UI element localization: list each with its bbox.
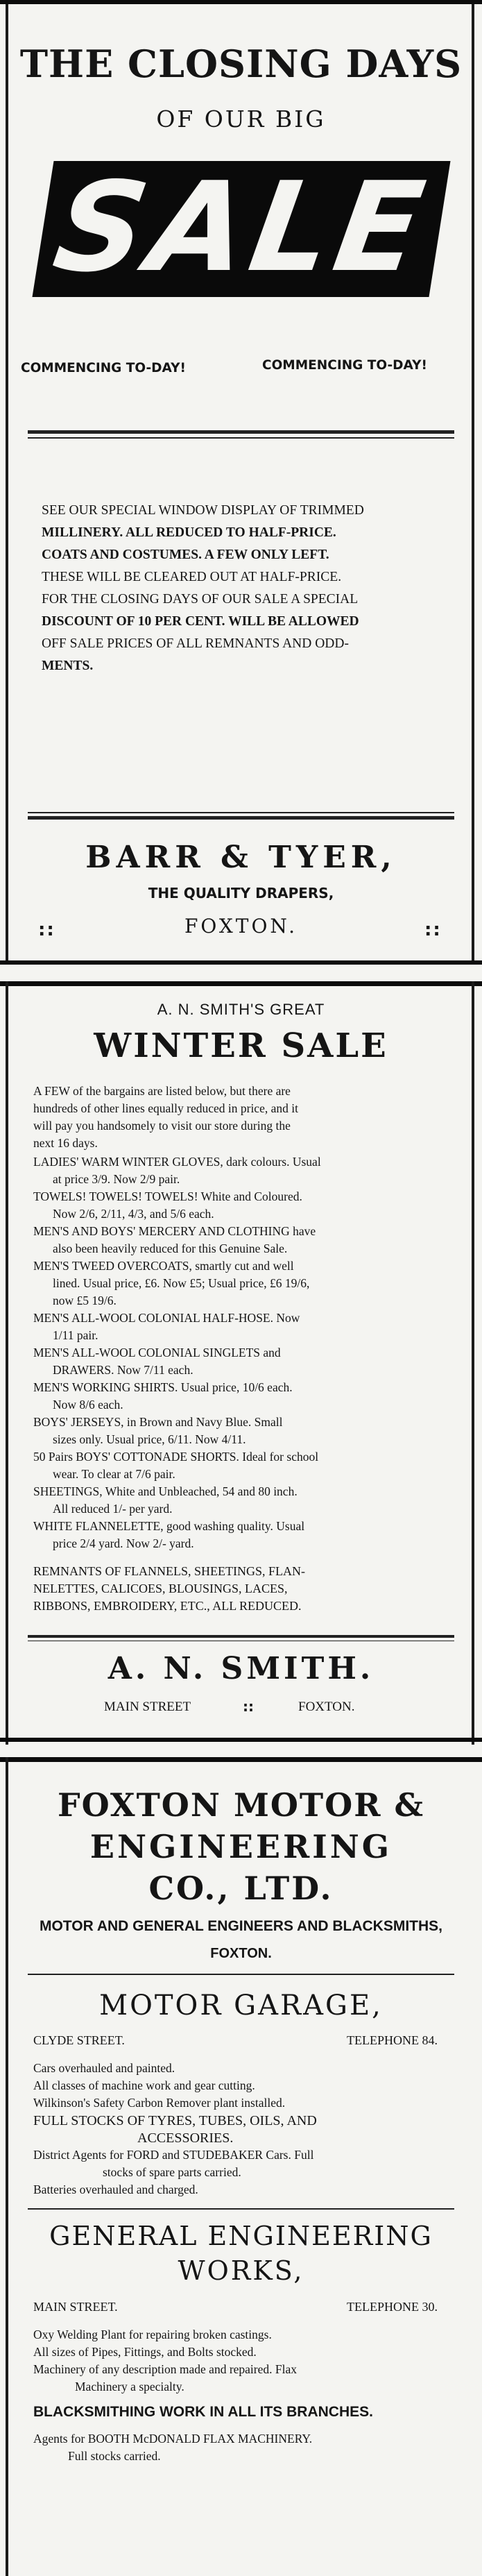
- company-name-line-1: FOXTON MOTOR &: [57, 1786, 425, 1824]
- commencing-right: COMMENCING TO-DAY!: [262, 358, 427, 373]
- ornament-right: ::: [424, 920, 442, 940]
- item-line: LADIES' WARM WINTER GLOVES, dark colours. Usual: [33, 1155, 321, 1169]
- item-line: price 2/4 yard. Now 2/- yard.: [53, 1536, 194, 1550]
- barr-tyer-ad: [0, 0, 482, 965]
- item-line: 50 Pairs BOYS' COTTONADE SHORTS. Ideal for school: [33, 1450, 319, 1464]
- works-telephone: TELEPHONE 30.: [347, 2300, 438, 2314]
- winter-sale-headline: WINTER SALE: [94, 1026, 388, 1065]
- smith-intro: [33, 1084, 298, 1153]
- smith-street: MAIN STREET: [104, 1700, 191, 1714]
- rule-thin-2: [28, 812, 454, 813]
- item-line: MEN'S AND BOYS' MERCERY AND CLOTHING have: [33, 1224, 316, 1238]
- remnants-block: [33, 1564, 305, 1616]
- motor-garage-heading: MOTOR GARAGE,: [99, 1990, 383, 2022]
- intro-line: hundreds of other lines equally reduced in price, and it: [33, 1101, 298, 1115]
- ornament-left: ::: [38, 920, 55, 940]
- item-line: SHEETINGS, White and Unbleached, 54 and 80 inch.: [33, 1484, 298, 1498]
- company-name-line-2: ENGINEERING: [89, 1828, 393, 1865]
- top-border: [0, 981, 482, 986]
- sale-word: SALE: [45, 155, 438, 299]
- window-display-text: [42, 503, 364, 681]
- works-line: Machinery of any description made and repaired. Flax: [33, 2362, 298, 2376]
- rule-thick: [28, 1635, 454, 1638]
- section-rule-2: [28, 2208, 454, 2210]
- sale-banner: [32, 155, 450, 299]
- item-line: Now 2/6, 2/11, 4/3, and 5/6 each.: [53, 1207, 214, 1221]
- item-line: MEN'S ALL-WOOL COLONIAL HALF-HOSE. Now: [33, 1311, 300, 1325]
- smiths-great-kicker: A. N. SMITH'S GREAT: [157, 1001, 325, 1018]
- garage-street: CLYDE STREET.: [33, 2033, 125, 2047]
- smith-town: FOXTON.: [298, 1700, 355, 1714]
- top-border: [0, 1757, 482, 1762]
- body-line: MILLINERY. ALL REDUCED TO HALF-PRICE.: [42, 525, 336, 540]
- blacksmithing-line: BLACKSMITHING WORK IN ALL ITS BRANCHES.: [33, 2404, 373, 2420]
- garage-line: FULL STOCKS OF TYRES, TUBES, OILS, AND: [33, 2113, 317, 2128]
- garage-telephone: TELEPHONE 84.: [347, 2033, 438, 2047]
- right-border: [472, 0, 474, 965]
- works-line: Oxy Welding Plant for repairing broken castings.: [33, 2328, 272, 2341]
- top-border: [0, 0, 482, 4]
- item-line: wear. To clear at 7/6 pair.: [53, 1467, 175, 1481]
- item-line: MEN'S TWEED OVERCOATS, smartly cut and well: [33, 1259, 294, 1273]
- works-heading-line-2: WORKS,: [178, 2255, 304, 2286]
- item-line: also been heavily reduced for this Genuine Sale.: [53, 1242, 288, 1255]
- works-services: [33, 2328, 297, 2397]
- closing-days-headline: THE CLOSING DAYS: [19, 42, 463, 86]
- smith-items: [33, 1155, 321, 1554]
- body-line: THESE WILL BE CLEARED OUT AT HALF-PRICE.: [42, 570, 342, 584]
- barr-tyer-firm-name: BARR & TYER,: [85, 840, 397, 875]
- garage-services: [33, 2061, 317, 2200]
- right-border: [472, 981, 474, 1745]
- garage-line: Batteries overhauled and charged.: [33, 2183, 198, 2196]
- remnant-line: REMNANTS OF FLANNELS, SHEETINGS, FLAN-: [33, 1564, 306, 1578]
- item-line: All reduced 1/- per yard.: [53, 1502, 173, 1516]
- garage-line: All classes of machine work and gear cutting.: [33, 2078, 255, 2092]
- body-line: MENTS.: [42, 659, 94, 673]
- an-smith-ad: [0, 981, 482, 1745]
- remnant-line: NELETTES, CALICOES, BLOUSINGS, LACES,: [33, 1582, 288, 1595]
- smith-separator: ::: [243, 1698, 254, 1715]
- item-line: MEN'S WORKING SHIRTS. Usual price, 10/6 each.: [33, 1380, 293, 1394]
- commencing-left: COMMENCING TO-DAY!: [21, 361, 186, 375]
- agents-line: Full stocks carried.: [68, 2449, 161, 2463]
- garage-line: District Agents for FORD and STUDEBAKER Cars. Full: [33, 2148, 314, 2162]
- rule-thin-1: [28, 437, 454, 439]
- garage-line: stocks of spare parts carried.: [103, 2165, 241, 2179]
- bottom-border: [0, 1738, 482, 1742]
- item-line: at price 3/9. Now 2/9 pair.: [53, 1172, 180, 1186]
- bottom-border: [0, 960, 482, 965]
- garage-line: Cars overhauled and painted.: [33, 2061, 175, 2075]
- rule-thick-1: [28, 430, 454, 434]
- garage-line: Wilkinson's Safety Carbon Remover plant installed.: [33, 2096, 286, 2110]
- item-line: MEN'S ALL-WOOL COLONIAL SINGLETS and: [33, 1346, 281, 1359]
- item-line: lined. Usual price, £6. Now £5; Usual price, £6 19/6,: [53, 1276, 310, 1290]
- quality-drapers-tagline: THE QUALITY DRAPERS,: [148, 885, 334, 901]
- left-border: [6, 981, 8, 1745]
- rule-thick-2: [28, 816, 454, 820]
- an-smith-firm-name: A. N. SMITH.: [107, 1651, 375, 1686]
- agents-line: Agents for BOOTH McDONALD FLAX MACHINERY.: [33, 2432, 313, 2446]
- booth-mcdonald-agents: [33, 2432, 312, 2466]
- works-line: Machinery a specialty.: [75, 2380, 184, 2393]
- intro-line: next 16 days.: [33, 1136, 98, 1150]
- body-line: DISCOUNT OF 10 PER CENT. WILL BE ALLOWED: [42, 614, 359, 629]
- section-rule: [28, 1974, 454, 1975]
- left-border: [6, 0, 8, 965]
- item-line: sizes only. Usual price, 6/11. Now 4/11.: [53, 1432, 246, 1446]
- trade-description: MOTOR AND GENERAL ENGINEERS AND BLACKSMITHS,: [39, 1918, 443, 1934]
- intro-line: A FEW of the bargains are listed below, but there are: [33, 1084, 291, 1098]
- barr-tyer-town: FOXTON.: [184, 915, 298, 938]
- works-heading-line-1: GENERAL ENGINEERING: [49, 2221, 433, 2251]
- foxton-motor-ad: [0, 1757, 482, 2576]
- company-name-line-3: CO., LTD.: [148, 1870, 334, 1907]
- item-line: DRAWERS. Now 7/11 each.: [53, 1363, 193, 1377]
- works-street: MAIN STREET.: [33, 2300, 118, 2314]
- intro-line: will pay you handsomely to visit our store during the: [33, 1119, 291, 1133]
- item-line: 1/11 pair.: [53, 1328, 98, 1342]
- works-line: All sizes of Pipes, Fittings, and Bolts stocked.: [33, 2345, 257, 2359]
- remnant-line: RIBBONS, EMBROIDERY, ETC., ALL REDUCED.: [33, 1599, 302, 1613]
- item-line: Now 8/6 each.: [53, 1398, 123, 1412]
- item-line: WHITE FLANNELETTE, good washing quality. Usual: [33, 1519, 305, 1533]
- item-line: BOYS' JERSEYS, in Brown and Navy Blue. Small: [33, 1415, 283, 1429]
- item-line: now £5 19/6.: [53, 1294, 117, 1307]
- of-our-big-subheadline: OF OUR BIG: [156, 105, 326, 133]
- item-line: TOWELS! TOWELS! TOWELS! White and Coloured.: [33, 1189, 302, 1203]
- body-line: SEE OUR SPECIAL WINDOW DISPLAY OF TRIMMED: [42, 503, 364, 518]
- garage-line: ACCESSORIES.: [137, 2130, 234, 2146]
- body-line: FOR THE CLOSING DAYS OF OUR SALE A SPECIAL: [42, 592, 359, 607]
- body-line: OFF SALE PRICES OF ALL REMNANTS AND ODD-: [42, 636, 349, 651]
- body-line: COATS AND COSTUMES. A FEW ONLY LEFT.: [42, 548, 329, 562]
- foxton-town: FOXTON.: [210, 1946, 272, 1961]
